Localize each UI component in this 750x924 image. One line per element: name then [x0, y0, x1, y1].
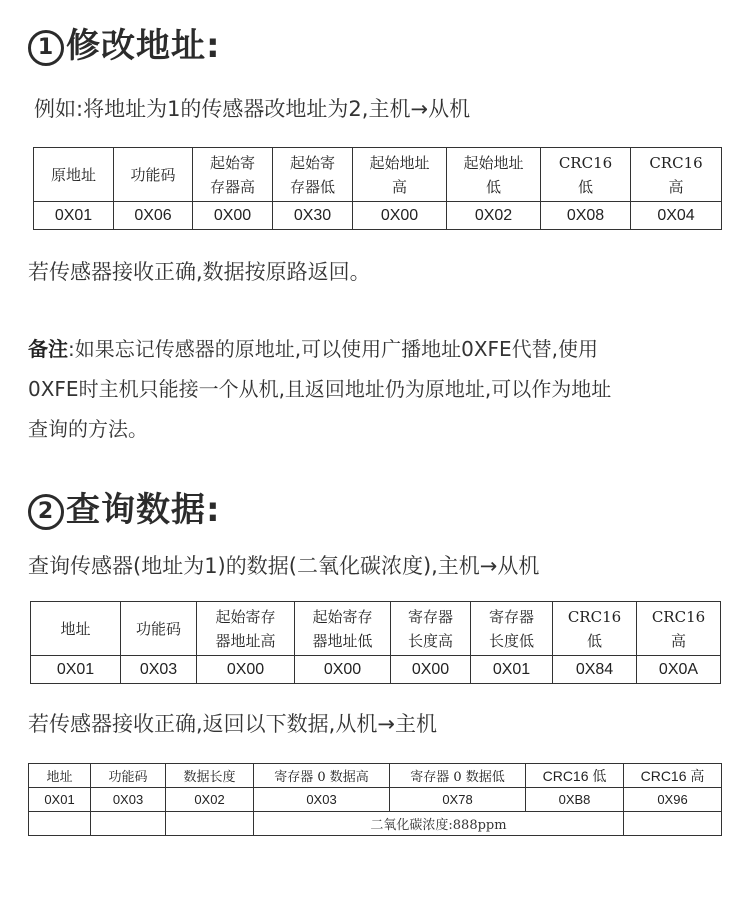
section1-note — [28, 329, 728, 449]
table-row — [29, 788, 722, 812]
header-cell: 起始寄存 器地址高 — [197, 602, 295, 656]
header-cell: 起始地址 低 — [447, 148, 541, 202]
header-cell: 功能码 — [91, 764, 166, 788]
section2-result: 若传感器接收正确,返回以下数据,从机→主机 — [28, 712, 437, 736]
header-cell: 寄存器 长度高 — [391, 602, 471, 656]
value-cell: 0X03 — [254, 788, 390, 812]
section2-heading — [28, 482, 221, 531]
table-header-row — [34, 148, 722, 202]
header-cell: 功能码 — [121, 602, 197, 656]
value-cell: 0X04 — [631, 202, 722, 230]
value-cell: 0X84 — [553, 656, 637, 684]
table-header-row — [29, 764, 722, 788]
note-line: :如果忘记传感器的原地址,可以使用广播地址0XFE代替,使用 — [68, 337, 599, 361]
value-cell: 0X00 — [197, 656, 295, 684]
header-cell: 起始寄存 器地址低 — [295, 602, 391, 656]
header-cell: 地址 — [29, 764, 91, 788]
section1-result: 若传感器接收正确,数据按原路返回。 — [28, 260, 371, 284]
header-cell: 寄存器 0 数据高 — [254, 764, 390, 788]
empty-cell — [29, 812, 91, 836]
value-cell: 0X02 — [447, 202, 541, 230]
value-cell: 0X03 — [91, 788, 166, 812]
value-cell: 0X00 — [391, 656, 471, 684]
section1-number: 1 — [28, 30, 64, 66]
header-cell: CRC16 低 — [526, 764, 624, 788]
header-cell: 功能码 — [114, 148, 193, 202]
empty-cell — [91, 812, 166, 836]
section2-title: 查询数据: — [66, 490, 221, 530]
header-cell: 寄存器 长度低 — [471, 602, 553, 656]
note-line: 0XFE时主机只能接一个从机,且返回地址仍为原地址,可以作为地址 — [28, 377, 612, 401]
value-cell: 0X0A — [637, 656, 721, 684]
value-cell: 0X01 — [29, 788, 91, 812]
value-cell: 0X00 — [295, 656, 391, 684]
section2-number: 2 — [28, 494, 64, 530]
query-response-table — [28, 763, 722, 836]
header-cell: 寄存器 0 数据低 — [390, 764, 526, 788]
header-cell: 起始寄 存器低 — [273, 148, 353, 202]
value-cell: 0X01 — [34, 202, 114, 230]
empty-cell — [624, 812, 722, 836]
write-address-request-table — [33, 147, 722, 230]
value-cell: 0X03 — [121, 656, 197, 684]
value-cell: 0X96 — [624, 788, 722, 812]
table-row — [31, 656, 721, 684]
value-cell: 0X06 — [114, 202, 193, 230]
header-cell: 数据长度 — [166, 764, 254, 788]
table-footer-row — [29, 812, 722, 836]
table-row — [34, 202, 722, 230]
table-header-row — [31, 602, 721, 656]
value-cell: 0X00 — [193, 202, 273, 230]
value-cell: 0XB8 — [526, 788, 624, 812]
note-label: 备注 — [28, 337, 68, 361]
header-cell: 原地址 — [34, 148, 114, 202]
header-cell: CRC16 低 — [553, 602, 637, 656]
empty-cell — [166, 812, 254, 836]
header-cell: CRC16 高 — [631, 148, 722, 202]
value-cell: 0X30 — [273, 202, 353, 230]
value-cell: 0X78 — [390, 788, 526, 812]
value-cell: 0X08 — [541, 202, 631, 230]
value-cell: 0X01 — [31, 656, 121, 684]
header-cell: 起始地址 高 — [353, 148, 447, 202]
header-cell: 起始寄 存器高 — [193, 148, 273, 202]
section1-heading — [28, 18, 221, 67]
query-request-table — [30, 601, 721, 684]
header-cell: CRC16 低 — [541, 148, 631, 202]
section2-intro: 查询传感器(地址为1)的数据(二氧化碳浓度),主机→从机 — [28, 554, 540, 578]
header-cell: CRC16 高 — [624, 764, 722, 788]
note-line: 查询的方法。 — [28, 417, 148, 441]
value-cell: 0X00 — [353, 202, 447, 230]
value-cell: 0X02 — [166, 788, 254, 812]
header-cell: 地址 — [31, 602, 121, 656]
section1-title: 修改地址: — [66, 26, 221, 66]
value-cell: 0X01 — [471, 656, 553, 684]
co2-concentration-cell: 二氧化碳浓度:888ppm — [254, 812, 624, 836]
header-cell: CRC16 高 — [637, 602, 721, 656]
section1-intro: 例如:将地址为1的传感器改地址为2,主机→从机 — [34, 97, 471, 121]
